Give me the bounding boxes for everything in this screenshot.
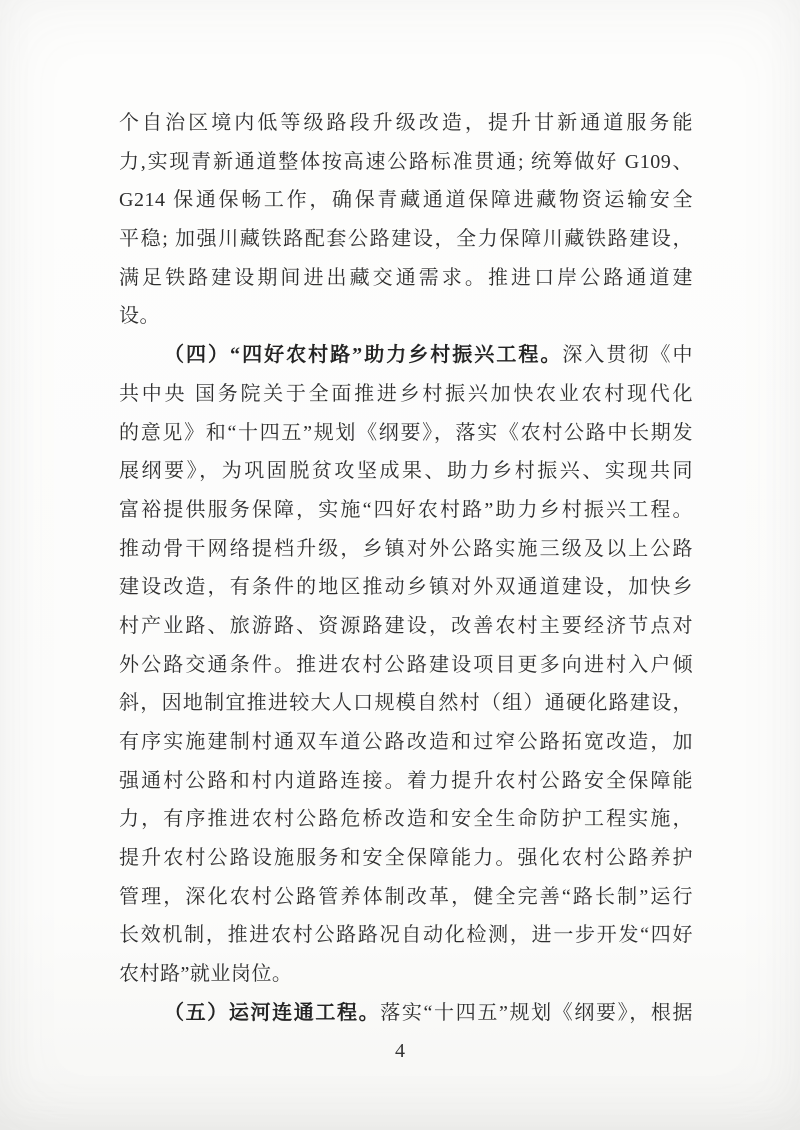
text-line [119, 994, 693, 1033]
text-line [119, 143, 693, 182]
text-line [119, 530, 693, 569]
text-segment: 村产业路、旅游路、资源路建设，改善农村主要经济节点对 [119, 614, 693, 637]
text-line [119, 839, 693, 878]
text-line [119, 336, 693, 375]
text-segment: 平稳; 加强川藏铁路配套公路建设，全力保障川藏铁路建设， [119, 228, 693, 251]
text-line [119, 104, 693, 143]
text-segment: 落实“十四五”规划《纲要》，根据 [380, 1001, 693, 1024]
text-line [119, 607, 693, 646]
text-line [119, 646, 693, 685]
text-segment: 富裕提供服务保障，实施“四好农村路”助力乡村振兴工程。 [119, 498, 693, 521]
text-segment: 提升农村公路设施服务和安全保障能力。强化农村公路养护 [119, 847, 693, 870]
text-line [119, 684, 693, 723]
text-segment: 推动骨干网络提档升级，乡镇对外公路实施三级及以上公路 [119, 537, 693, 560]
text-segment: 展纲要》，为巩固脱贫攻坚成果、助力乡村振兴、实现共同 [119, 460, 693, 483]
text-line [119, 723, 693, 762]
text-segment: 的意见》和“十四五”规划《纲要》，落实《农村公路中长期发 [119, 421, 693, 444]
text-line [119, 762, 693, 801]
text-segment: 有序实施建制村通双车道公路改造和过窄公路拓宽改造，加 [119, 731, 693, 753]
text-segment: 斜，因地制宜推进较大人口规模自然村（组）通硬化路建设， [119, 692, 693, 715]
text-segment: 管理，深化农村公路管养体制改革，健全完善“路长制”运行 [119, 885, 693, 908]
text-segment: 力，有序推进农村公路危桥改造和安全生命防护工程实施， [119, 808, 693, 831]
text-segment: 个自治区境内低等级路段升级改造，提升甘新通道服务能 [119, 112, 693, 134]
text-segment: 外公路交通条件。推进农村公路建设项目更多向进村入户倾 [119, 653, 693, 676]
text-segment: 深入贯彻《中 [562, 344, 694, 367]
text-line [119, 181, 693, 220]
text-segment: G214 保通保畅工作，确保青藏通道保障进藏物资运输安全 [119, 189, 693, 212]
text-line [119, 297, 693, 336]
heading-segment: （五）运河连通工程。 [164, 1001, 381, 1024]
page-number: 4 [395, 1040, 405, 1062]
heading-segment: （四）“四好农村路”助力乡村振兴工程。 [164, 344, 563, 367]
text-line [119, 916, 693, 955]
text-segment: 共中央 国务院关于全面推进乡村振兴加快农业农村现代化 [119, 382, 693, 405]
text-segment: 设。 [119, 305, 160, 328]
text-line [119, 800, 693, 839]
text-line [119, 955, 693, 994]
text-line [119, 568, 693, 607]
text-line [119, 259, 693, 298]
text-segment: 满足铁路建设期间进出藏交通需求。推进口岸公路通道建 [119, 266, 693, 289]
text-line [119, 452, 693, 491]
text-line [119, 491, 693, 530]
text-block [119, 104, 693, 1033]
text-line [119, 375, 693, 414]
text-line [119, 220, 693, 259]
text-line [119, 414, 693, 453]
text-segment: 长效机制，推进农村公路路况自动化检测，进一步开发“四好 [119, 924, 693, 947]
text-segment: 力,实现青新通道整体按高速公路标准贯通; 统筹做好 G109、 [119, 150, 693, 173]
text-segment: 农村路”就业岗位。 [119, 963, 293, 986]
text-segment: 建设改造，有条件的地区推动乡镇对外双通道建设，加快乡 [119, 576, 693, 599]
text-segment: 强通村公路和村内道路连接。着力提升农村公路安全保障能 [119, 769, 693, 792]
text-line [119, 878, 693, 917]
